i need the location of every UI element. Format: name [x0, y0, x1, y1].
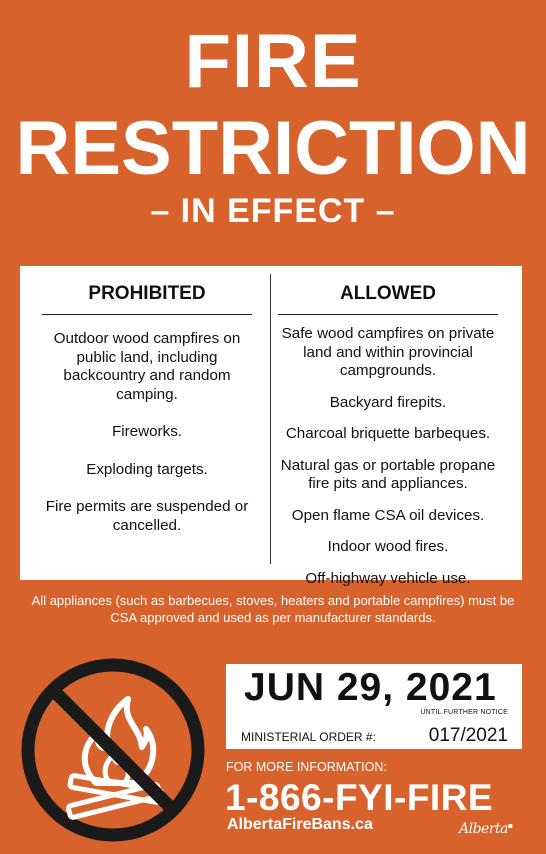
list-item: Natural gas or portable propane fire pits and appliances.: [280, 456, 496, 492]
allowed-column: [278, 266, 498, 588]
prohibited-heading: PROHIBITED: [42, 283, 252, 315]
column-divider: [270, 274, 271, 564]
until-notice: UNTIL FURTHER NOTICE: [420, 709, 508, 716]
order-box: [226, 664, 522, 749]
prohibited-list: [42, 315, 252, 535]
appliance-note: All appliances (such as barbecues, stoves, heaters and portable campfires) must be CSA approved and used as per manufacturer standards.: [31, 593, 515, 625]
info-label: FOR MORE INFORMATION:: [226, 760, 387, 774]
website-link[interactable]: AlbertaFireBans.ca: [227, 816, 373, 833]
list-item: Charcoal briquette barbeques.: [285, 425, 491, 442]
list-item: Indoor wood fires.: [327, 538, 449, 555]
alberta-logo-text: Alberta: [459, 821, 508, 837]
list-item: Open flame CSA oil devices.: [291, 506, 485, 524]
restrictions-table: [20, 266, 522, 587]
list-item: Off-highway vehicle use.: [305, 569, 471, 587]
title-fire: FIRE: [184, 19, 362, 104]
alberta-logo-mark: ■: [508, 823, 513, 830]
ministerial-order-number: 017/2021: [428, 725, 508, 746]
title-restriction: RESTRICTION: [15, 106, 531, 191]
subtitle-in-effect: – IN EFFECT –: [150, 192, 396, 230]
list-item: Fire permits are suspended or cancelled.: [45, 498, 249, 534]
phone-number: 1-866-FYI-FIRE: [225, 777, 494, 818]
allowed-heading: ALLOWED: [278, 283, 498, 315]
no-campfire-icon: [18, 655, 208, 845]
list-item: Exploding targets.: [86, 460, 208, 478]
list-item: Backyard firepits.: [329, 393, 447, 411]
list-item: Safe wood campfires on private land and within provincial campgrounds.: [281, 325, 495, 379]
effective-date: JUN 29, 2021: [244, 666, 497, 709]
prohibited-column: [42, 266, 252, 535]
alberta-logo: [459, 821, 512, 837]
allowed-list: [278, 325, 498, 588]
ministerial-order-label: MINISTERIAL ORDER #:: [241, 730, 376, 744]
list-item: Fireworks.: [111, 423, 183, 440]
list-item: Outdoor wood campfires on public land, including backcountry and random camping.: [53, 330, 241, 403]
